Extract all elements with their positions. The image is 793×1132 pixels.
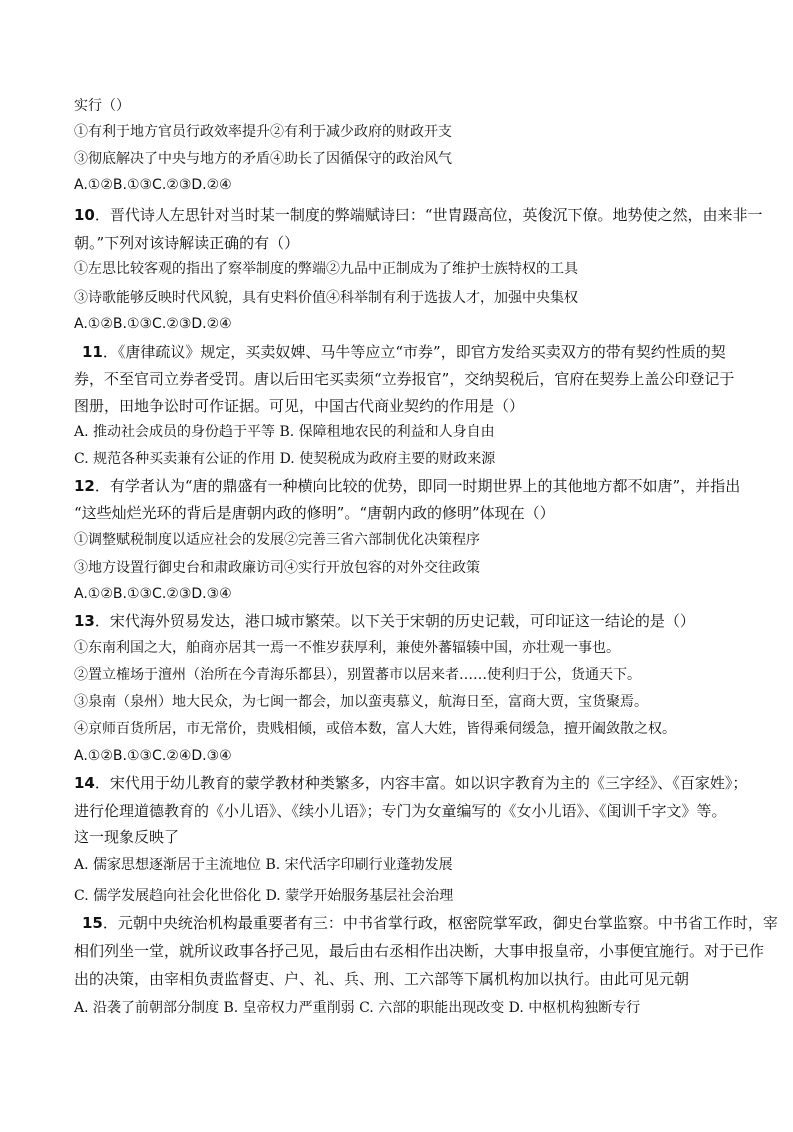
question-text-line: 相们列坐一堂，就所议政事各抒己见，最后由右丞相作出决断，大事申报皇帝，小事便宜施行。对于已作 bbox=[74, 942, 765, 960]
question-number: 15 bbox=[82, 914, 103, 932]
answer-options: A.①②B.①③C.②③D.②④ bbox=[74, 316, 232, 332]
statement-line: ③地方设置行御史台和肃政廉访司④实行开放包容的对外交往政策 bbox=[74, 560, 480, 576]
question-text-line: 进行伦理道德教育的《小儿语》、《续小儿语》；专门为女童编写的《女小儿语》、《闺训千字文》等。 bbox=[74, 802, 727, 820]
statement-line: ④京师百货所居，市无常价，贵贱相倾，或倍本数，富人大姓，皆得乘伺缓急，擅开阖敛散之权。 bbox=[74, 721, 676, 737]
statement-line: ③彻底解决了中央与地方的矛盾④助长了因循保守的政治风气 bbox=[74, 151, 452, 167]
question-number: 11 bbox=[82, 343, 103, 361]
question-number: 14 bbox=[74, 774, 95, 792]
statement-line: ③诗歌能够反映时代风貌，具有史料价值④科举制有利于选拔人才，加强中央集权 bbox=[74, 290, 578, 306]
statement-line: ③泉南（泉州）地大民众，为七闽一都会，加以蛮夷慕义，航海日至，富商大贾，宝货聚焉。 bbox=[74, 694, 648, 710]
answer-options: C. 儒学发展趋向社会化世俗化 D. 蒙学开始服务基层社会治理 bbox=[74, 888, 454, 904]
question-text-line: 券，不至官司立券者受罚。唐以后田宅买卖须“立券报官”，交纳契税后，官府在契券上盖公印登记于 bbox=[74, 370, 735, 388]
question-text: ．宋代海外贸易发达，港口城市繁荣。以下关于宋朝的历史记载，可印证这一结论的是（） bbox=[94, 612, 695, 630]
text-line: 实行（） bbox=[74, 98, 130, 114]
statement-line: ②置立榷场于澶州（治所在今青海乐都县），别置蕃市以居来者……使利归于公，货通天下。 bbox=[74, 667, 641, 683]
answer-options: A.①②B.①③C.②③D.③④ bbox=[74, 586, 232, 602]
question-text-line: 这一现象反映了 bbox=[74, 828, 180, 846]
statement-line: ①调整赋税制度以适应社会的发展②完善三省六部制优化决策程序 bbox=[74, 532, 480, 548]
question-11-line bbox=[82, 342, 726, 362]
question-number: 13 bbox=[74, 612, 95, 630]
question-10-line bbox=[74, 205, 763, 225]
question-text: ．晋代诗人左思针对当时某一制度的弊端赋诗曰：“世胄蹑高位，英俊沉下僚。地势使之然，由来非一 bbox=[94, 206, 763, 224]
statement-line: ①左思比较客观的指出了察举制度的弊端②九品中正制成为了维护士族特权的工具 bbox=[74, 261, 578, 277]
question-text-line: “这些灿烂光环的背后是唐朝内政的修明”。“唐朝内政的修明”体现在（） bbox=[74, 504, 555, 522]
question-13-line bbox=[74, 611, 695, 631]
question-text: ．宋代用于幼儿教育的蒙学教材种类繁多，内容丰富。如以识字教育为主的《三字经》、《百家姓》； bbox=[94, 774, 748, 792]
question-14-line bbox=[74, 773, 747, 793]
question-12-line bbox=[74, 476, 740, 496]
question-text-line: 图册，田地争讼时可作证据。可见，中国古代商业契约的作用是（） bbox=[74, 397, 525, 415]
answer-options: A. 沿袭了前朝部分制度 B. 皇帝权力严重削弱 C. 六部的职能出现改变 D. 中枢机构独断专行 bbox=[74, 1000, 641, 1016]
answer-options: A.①②B.①③C.②④D.③④ bbox=[74, 748, 232, 764]
question-text-line: 出的决策，由宰相负责监督吏、户、礼、兵、刑、工六部等下属机构加以执行。由此可见元朝 bbox=[74, 970, 690, 988]
question-text: ．《唐律疏议》规定，买卖奴婢、马牛等应立“市券”，即官方发给买卖双方的带有契约性质的契 bbox=[102, 343, 726, 361]
question-number: 12 bbox=[74, 477, 95, 495]
statement-line: ①东南利国之大，舶商亦居其一焉一不惟岁获厚利，兼使外蕃辐辏中国，亦壮观一事也。 bbox=[74, 640, 620, 656]
question-text: ．有学者认为“唐的鼎盛有一种横向比较的优势，即同一时期世界上的其他地方都不如唐”，并指出 bbox=[94, 477, 741, 495]
question-text: ．元朝中央统治机构最重要者有三：中书省掌行政，枢密院掌军政，御史台掌监察。中书省工作时，宰 bbox=[102, 914, 778, 932]
answer-options: A.①②B.①③C.②③D.②④ bbox=[74, 177, 232, 193]
answer-options: C. 规范各种买卖兼有公证的作用 D. 使契税成为政府主要的财政来源 bbox=[74, 451, 496, 467]
question-text-line: 朝。”下列对该诗解读正确的有（） bbox=[74, 234, 300, 252]
question-15-line bbox=[82, 913, 778, 933]
statement-line: ①有利于地方官员行政效率提升②有利于减少政府的财政开支 bbox=[74, 124, 452, 140]
question-number: 10 bbox=[74, 206, 95, 224]
answer-options: A. 推动社会成员的身份趋于平等 B. 保障租地农民的利益和人身自由 bbox=[74, 424, 495, 440]
answer-options: A. 儒家思想逐渐居于主流地位 B. 宋代活字印刷行业蓬勃发展 bbox=[74, 857, 453, 873]
